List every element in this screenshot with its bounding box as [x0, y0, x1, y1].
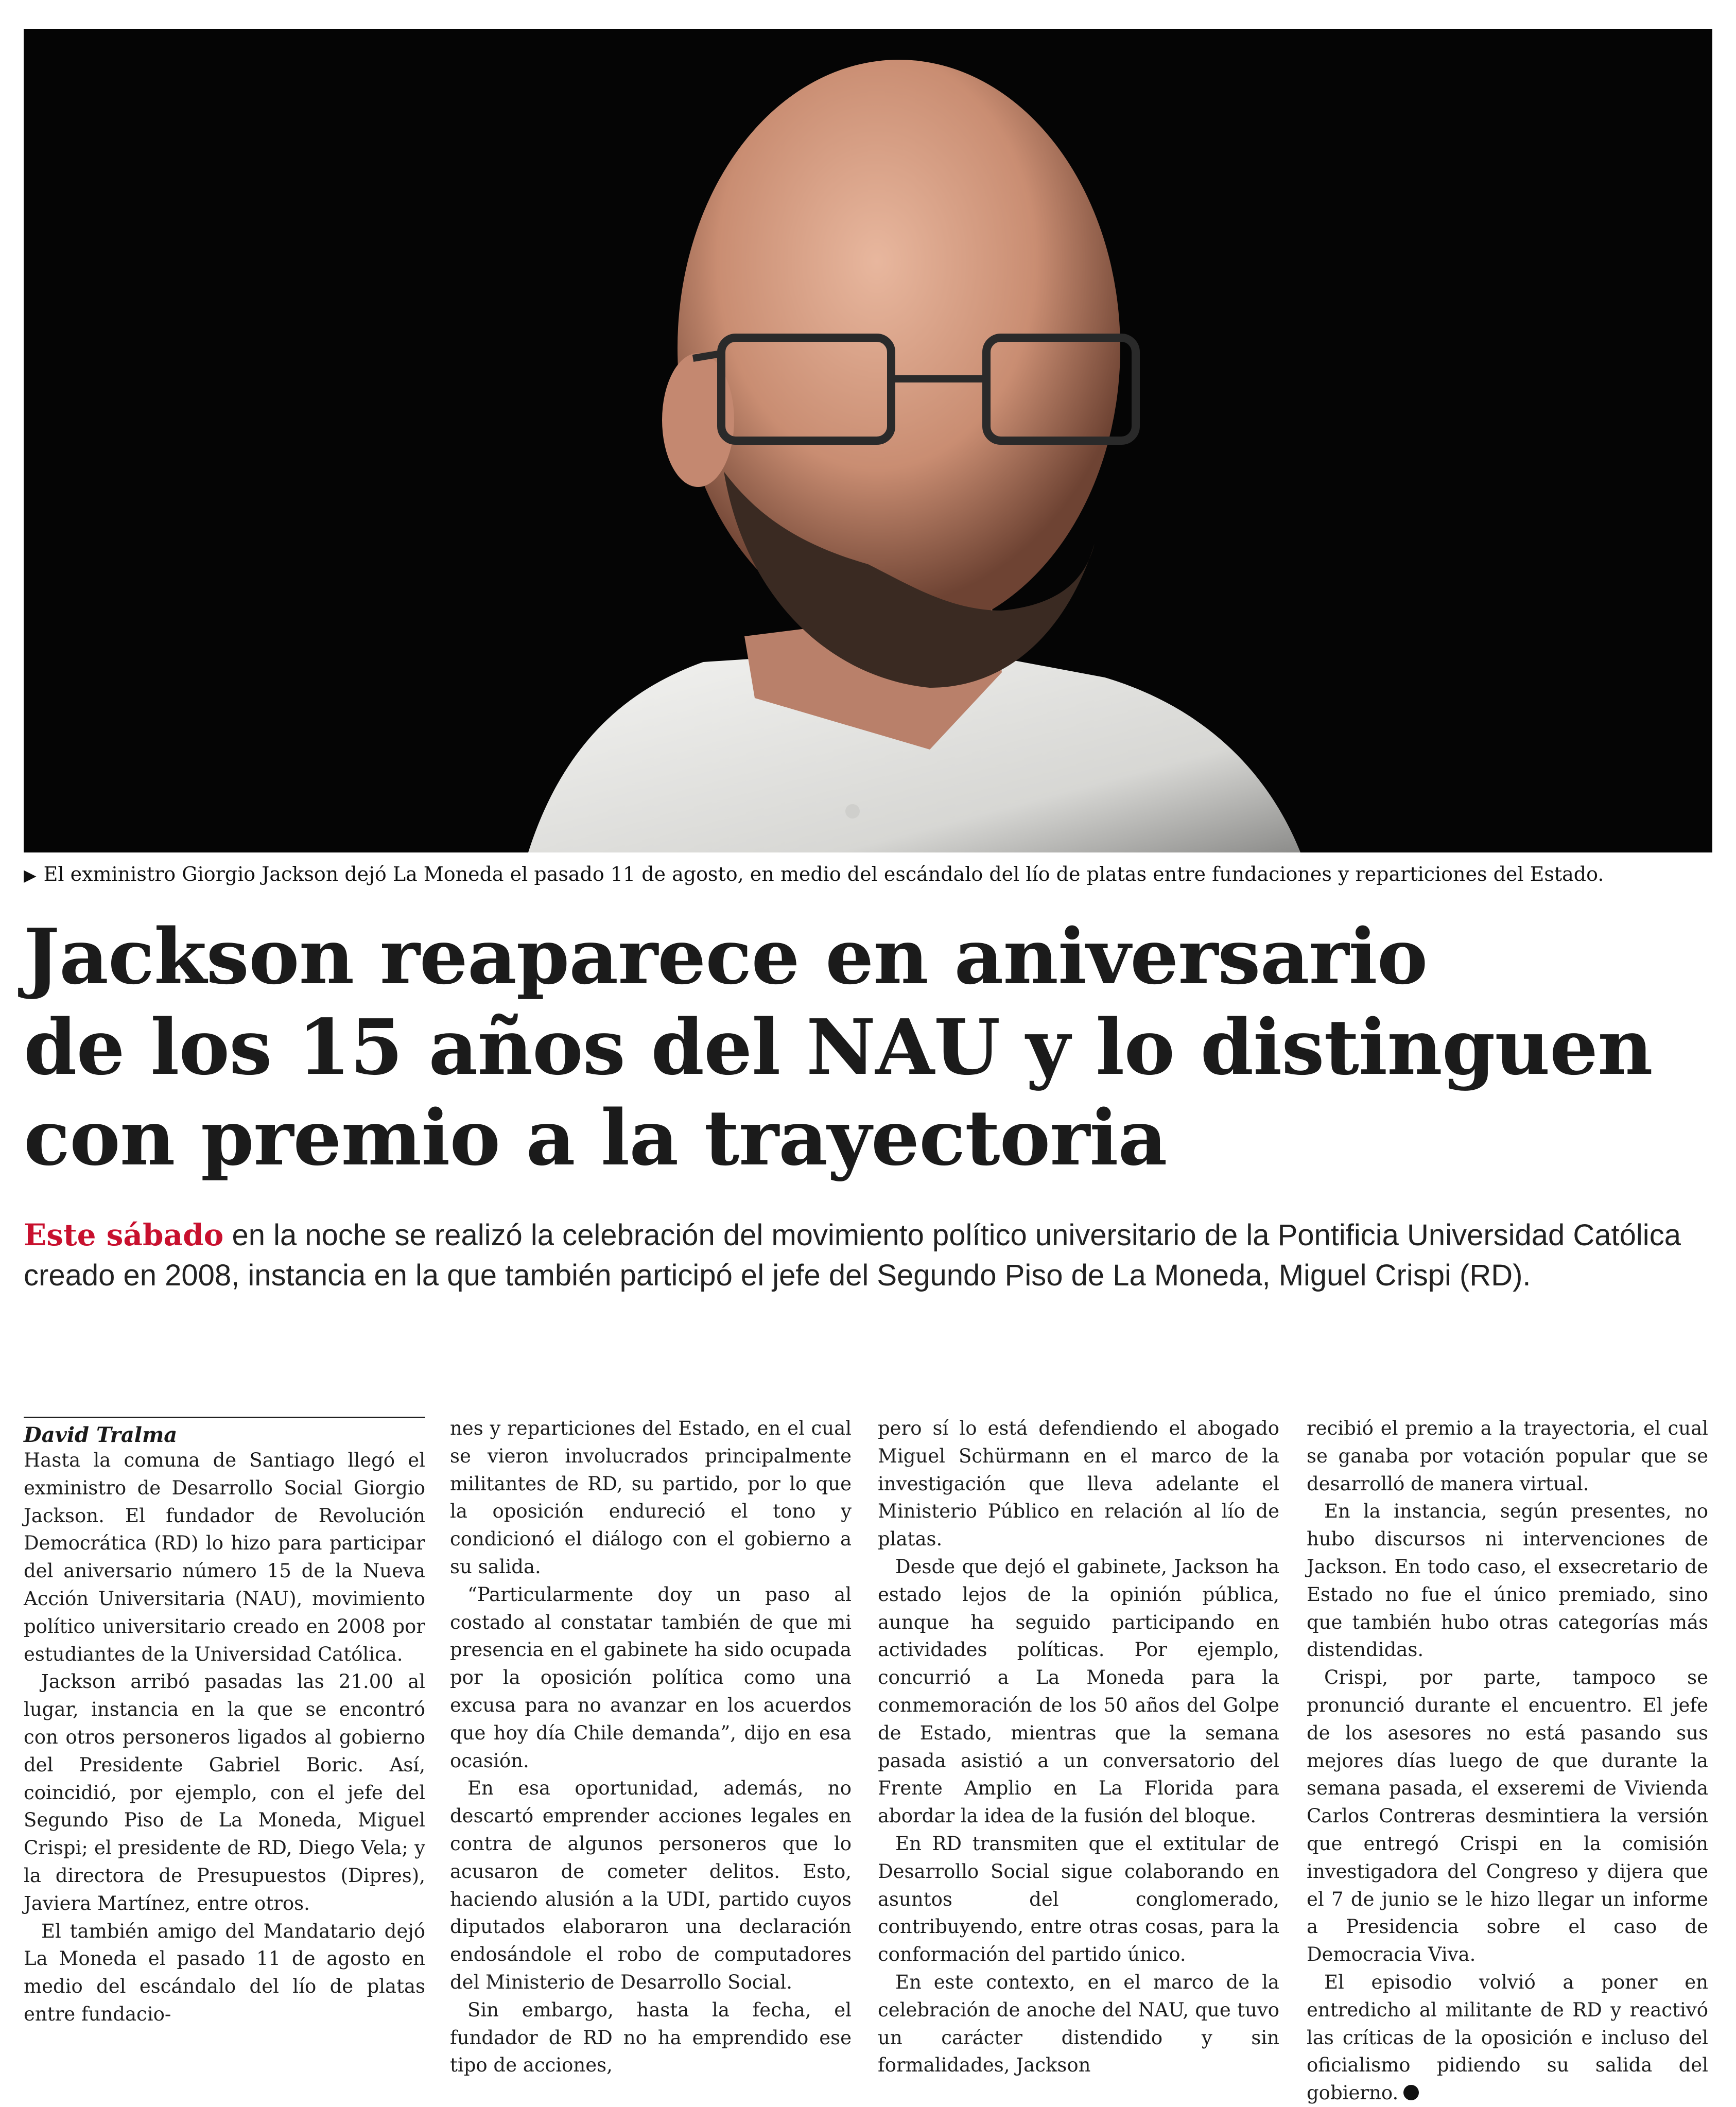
headline-line: Jackson reaparece en aniversario	[24, 912, 1428, 1001]
paragraph: Desde que dejó el gabinete, Jackson ha estado lejos de la opinión pública, aunque ha seguido participando en actividades políticas. Por ejemplo, concurrió a La Moneda para la conmemoración de los 50 años del Golpe de Estado, mientras que la semana pasada asistió a un conversatorio del Frente Amplio en La Florida para abordar la idea de la fusión del bloque.	[878, 1555, 1279, 1827]
paragraph: En la instancia, según presentes, no hubo discursos ni intervenciones de Jackson. En todo caso, el exsecretario de Estado no fue el único premiado, sino que también hubo otras categorías más distendidas.	[1307, 1500, 1708, 1661]
lead-text: en la noche se realizó la celebración del movimiento político universitario de la Pontificia Universidad Católica creado en 2008, instancia en la que también participó el jefe del Segundo Piso de La Moneda, Miguel Crispi (RD).	[24, 1218, 1681, 1292]
article-column-3	[878, 1415, 1279, 2079]
paragraph: Sin embargo, hasta la fecha, el fundador de RD no ha emprendido ese tipo de acciones,	[450, 1998, 852, 2077]
paragraph: recibió el premio a la trayectoria, el cual se ganaba por votación popular que se desarrolló de manera virtual.	[1307, 1417, 1708, 1495]
article-lead	[24, 1215, 1702, 1296]
headline-line: de los 15 años del NAU y lo distinguen	[24, 1002, 1653, 1092]
paragraph: pero sí lo está defendiendo el abogado Miguel Schürmann en el marco de la investigación que lleva adelante el Ministerio Público en relación al lío de platas.	[878, 1417, 1279, 1551]
portrait-photo-icon	[24, 29, 1712, 852]
byline: David Tralma	[24, 1417, 425, 1448]
paragraph: En este contexto, en el marco de la celebración de anoche del NAU, que tuvo un carácter distendido y sin formalidades, Jackson	[878, 1971, 1279, 2077]
article-column-2	[450, 1415, 852, 2079]
photo-caption: ▶ El exministro Giorgio Jackson dejó La Moneda el pasado 11 de agosto, en medio del escándalo del lío de platas entre fundaciones y reparticiones del Estado.	[24, 863, 1604, 885]
paragraph: Crispi, por parte, tampoco se pronunció durante el encuentro. El jefe de los asesores no está pasando sus mejores días luego de que durante la semana pasada, el exseremi de Vivienda Carlos Contreras desmintiera la versión que entregó Crispi en la comisión investigadora del Congreso y dijera que el 7 de junio se le hizo llegar un informe a Presidencia sobre el caso de Democracia Viva.	[1307, 1666, 1708, 1966]
paragraph: “Particularmente doy un paso al costado al constatar también de que mi presencia en el gabinete ha sido ocupada por la oposición política como una excusa para no avanzar en los acuerdos que hoy día Chile demanda”, dijo en esa ocasión.	[450, 1583, 852, 1772]
paragraph: Hasta la comuna de Santiago llegó el exministro de Desarrollo Social Giorgio Jackson. El fundador de Revolución Democrática (RD) lo hizo para participar del aniversario número 15 de la Nueva Acción Universitaria (NAU), movimiento político universitario creado en 2008 por estudiantes de la Universidad Católica.	[24, 1449, 425, 1665]
paragraph: El también amigo del Mandatario dejó La Moneda el pasado 11 de agosto en medio del escándalo del lío de platas entre fundacio-	[24, 1920, 425, 2025]
headline-line: con premio a la trayectoria	[24, 1093, 1167, 1182]
article-column-1	[24, 1447, 425, 2028]
lead-kicker: Este sábado	[24, 1217, 224, 1252]
article-photo	[24, 29, 1712, 852]
paragraph: En esa oportunidad, además, no descartó emprender acciones legales en contra de algunos personeros que lo acusaron de cometer delitos. Esto, haciendo alusión a la UDI, partido cuyos diputados elaboraron una declaración endosándole el robo de computadores del Ministerio de Desarrollo Social.	[450, 1777, 852, 1993]
paragraph: Jackson arribó pasadas las 21.00 al lugar, instancia en la que se encontró con otros personeros ligados al gobierno del Presidente Gabriel Boric. Así, coincidió, por ejemplo, con el jefe del Segundo Piso de La Moneda, Miguel Crispi; el presidente de RD, Diego Vela; y la directora de Presupuestos (Dipres), Javiera Martínez, entre otros.	[24, 1670, 425, 1914]
caption-arrow-icon: ▶	[24, 865, 37, 885]
article-headline	[24, 911, 1702, 1183]
paragraph-final: El episodio volvió a poner en entredicho al militante de RD y reactivó las críticas de la oposición e incluso del oficialismo pidiendo su salida del gobierno.	[1307, 1971, 1708, 2104]
paragraph: nes y reparticiones del Estado, en el cual se vieron involucrados principalmente militantes de RD, su partido, por lo que la oposición endureció el tono y condicionó el diálogo con el gobierno a su salida.	[450, 1417, 852, 1578]
article-column-4	[1307, 1415, 1708, 2107]
paragraph: En RD transmiten que el extitular de Desarrollo Social sigue colaborando en asuntos del conglomerado, contribuyendo, entre otras cosas, para la conformación del partido único.	[878, 1832, 1279, 1966]
end-of-article-icon	[1403, 2085, 1419, 2100]
